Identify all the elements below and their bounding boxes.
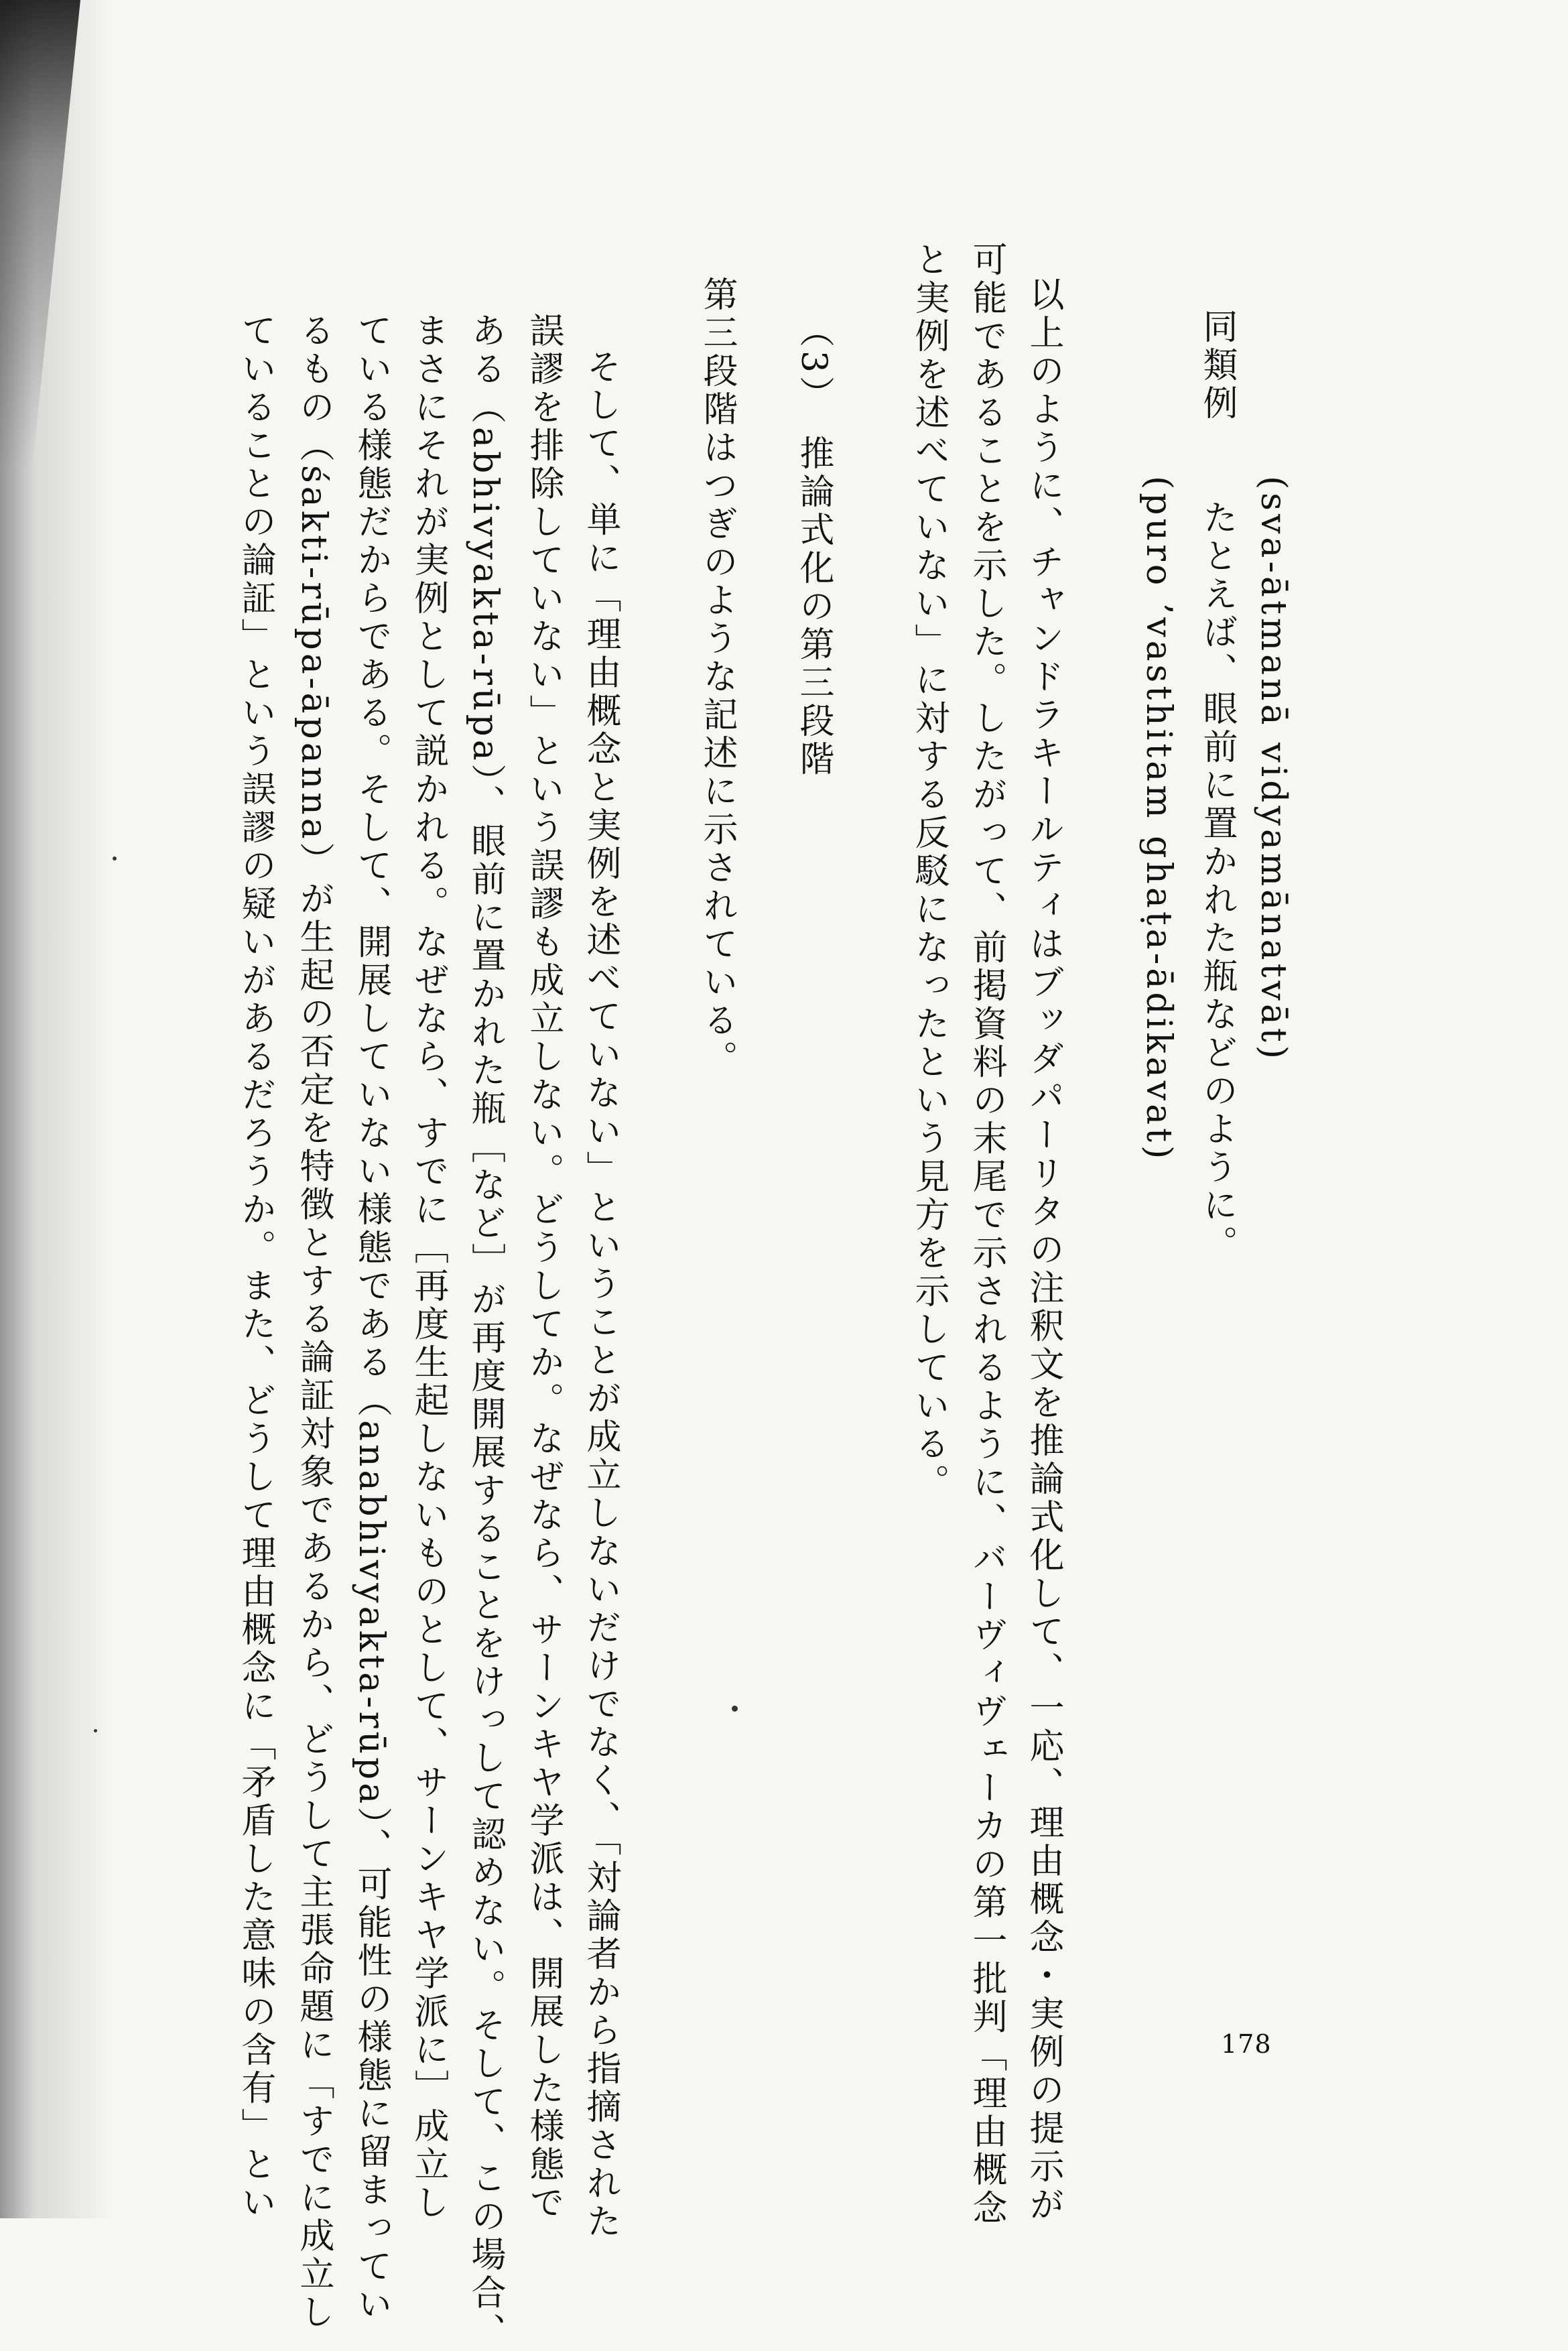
quote-line-5: ている様態だからである。そして、開展していない様態である（anabhivyakta-rūpa）、可能性の様態に留まってい <box>351 312 391 2325</box>
quote-line-4: まさにそれが実例として説かれる。なぜなら、すでに［再度生起しないものとして、サーンキヤ学派に］成立し <box>408 312 448 2222</box>
scan-speck <box>732 1706 738 1712</box>
quote-line-3: ある（abhivyakta-rūpa）、眼前に置かれた瓶［など］が再度開展することをけっして認めない。そして、この場合、 <box>465 312 505 2351</box>
scan-speck <box>113 856 117 861</box>
section-heading: （3） 推論式化の第三段階 <box>793 312 834 779</box>
quote-line-1: そして、単に「理由概念と実例を述べていない」ということが成立しないだけでなく、「対論者から指摘された <box>580 348 620 2241</box>
text-line-8: 第三段階はつぎのような記述に示されている。 <box>697 276 737 1078</box>
quote-line-7: ていることの論証」という誤謬の疑いがあるだろうか。また、どうして理由概念に「矛盾した意味の含有」とい <box>235 312 275 2222</box>
text-line-1: (sva-ātmanā vidyamānatvāt) <box>1253 476 1293 1063</box>
text-line-3: (puro ’vasthitam ghaṭa-ādikavat) <box>1138 476 1179 1163</box>
quote-line-6: るもの（śakti-rūpa-āpanna）が生起の否定を特徴とする論証対象であるから、どうして主張命題に「すでに成立し <box>293 312 334 2332</box>
scan-speck <box>94 1729 97 1732</box>
text-line-5: 可能であることを示した。したがって、前掲資料の末尾で示されるように、バーヴィヴェーカの第一批判「理由概念 <box>966 241 1006 2228</box>
text-line-2: 同類例 たとえば、眼前に置かれた瓶などのように。 <box>1197 308 1237 1263</box>
text-line-6: と実例を述べていない」に対する反駁になったという見方を示している。 <box>909 241 949 1502</box>
quote-line-2: 誤謬を排除していない」という誤謬も成立しない。どうしてか。なぜなら、サーンキヤ学派は、開展した様態で <box>523 312 564 2222</box>
text-line-4: 以上のように、チャンドラキールティはブッダパーリタの注釈文を推論式化して、一応、理由概念・実例の提示が <box>1023 276 1063 2224</box>
page-number: 178 <box>1221 2029 1272 2059</box>
